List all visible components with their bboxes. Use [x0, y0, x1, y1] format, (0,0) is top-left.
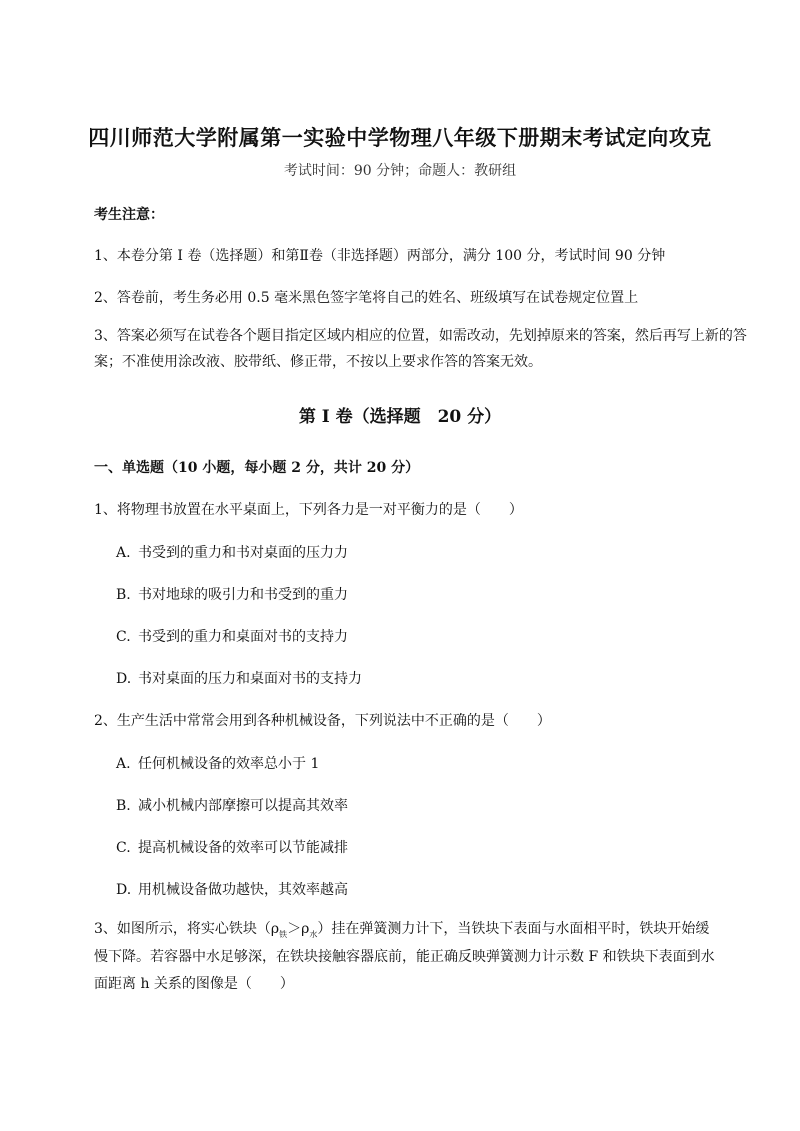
question-2-option-b — [116, 795, 348, 815]
question-1-option-c — [116, 626, 348, 646]
stem-text: ＞ρ — [287, 921, 310, 937]
question-3-stem-line-2: 慢下降。若容器中水足够深，在铁块接触容器底前，能正确反映弹簧测力计示数 F 和铁块下表面到水 — [94, 949, 715, 965]
option-letter: C. — [116, 629, 131, 645]
density-subscript-iron: 铁 — [279, 929, 288, 939]
notice-item-1: 1、本卷分第 I 卷（选择题）和第Ⅱ卷（非选择题）两部分，满分 100 分，考试时间 90 分钟 — [94, 248, 666, 264]
question-2-option-d — [116, 879, 348, 899]
question-1-option-d — [116, 668, 362, 688]
question-1-option-a — [116, 542, 348, 562]
option-letter: B. — [116, 587, 131, 603]
question-3-stem-line-3: 面距离 h 关系的图像是（ ） — [94, 976, 294, 992]
exam-title: 四川师范大学附属第一实验中学物理八年级下册期末考试定向攻克 — [88, 125, 712, 150]
notice-item-2: 2、答卷前，考生务必用 0.5 毫米黑色签字笔将自己的姓名、班级填写在试卷规定位置上 — [94, 290, 639, 306]
question-1-option-b — [116, 584, 348, 604]
question-2-option-a — [116, 753, 319, 773]
question-2-stem: 2、生产生活中常常会用到各种机械设备，下列说法中不正确的是（ ） — [94, 713, 551, 729]
density-subscript-water: 水 — [309, 929, 318, 939]
option-text: 用机械设备做功越快，其效率越高 — [138, 882, 348, 898]
option-letter: D. — [116, 671, 132, 687]
option-text: 书对桌面的压力和桌面对书的支持力 — [138, 671, 362, 687]
section-title: 第 I 卷（选择题 20 分） — [298, 407, 502, 427]
option-letter: A. — [116, 545, 131, 561]
option-letter: B. — [116, 798, 131, 814]
option-letter: A. — [116, 756, 131, 772]
notice-item-3: 3、答案必须写在试卷各个题目指定区域内相应的位置，如需改动，先划掉原来的答案，然后再写上新的答案；不准使用涂改液、胶带纸、修正带，不按以上要求作答的答案无效。 — [94, 328, 747, 370]
exam-subtitle: 考试时间：90 分钟；命题人：教研组 — [283, 163, 517, 179]
notice-heading: 考生注意： — [94, 207, 164, 223]
question-3-stem-line-1 — [94, 918, 709, 940]
question-1-stem: 1、将物理书放置在水平桌面上，下列各力是一对平衡力的是（ ） — [94, 502, 523, 518]
option-text: 提高机械设备的效率可以节能减排 — [138, 840, 348, 856]
option-text: 减小机械内部摩擦可以提高其效率 — [138, 798, 348, 814]
option-letter: D. — [116, 882, 132, 898]
part-heading: 一、单选题（10 小题，每小题 2 分，共计 20 分） — [94, 460, 420, 476]
option-text: 书对地球的吸引力和书受到的重力 — [138, 587, 348, 603]
option-text: 书受到的重力和书对桌面的压力力 — [138, 545, 348, 561]
option-text: 任何机械设备的效率总小于 1 — [138, 756, 320, 772]
option-letter: C. — [116, 840, 131, 856]
stem-text: 3、如图所示，将实心铁块（ρ — [94, 921, 280, 937]
option-text: 书受到的重力和桌面对书的支持力 — [138, 629, 348, 645]
question-2-option-c — [116, 837, 348, 857]
stem-text: ）挂在弹簧测力计下，当铁块下表面与水面相平时，铁块开始缓 — [317, 921, 710, 937]
